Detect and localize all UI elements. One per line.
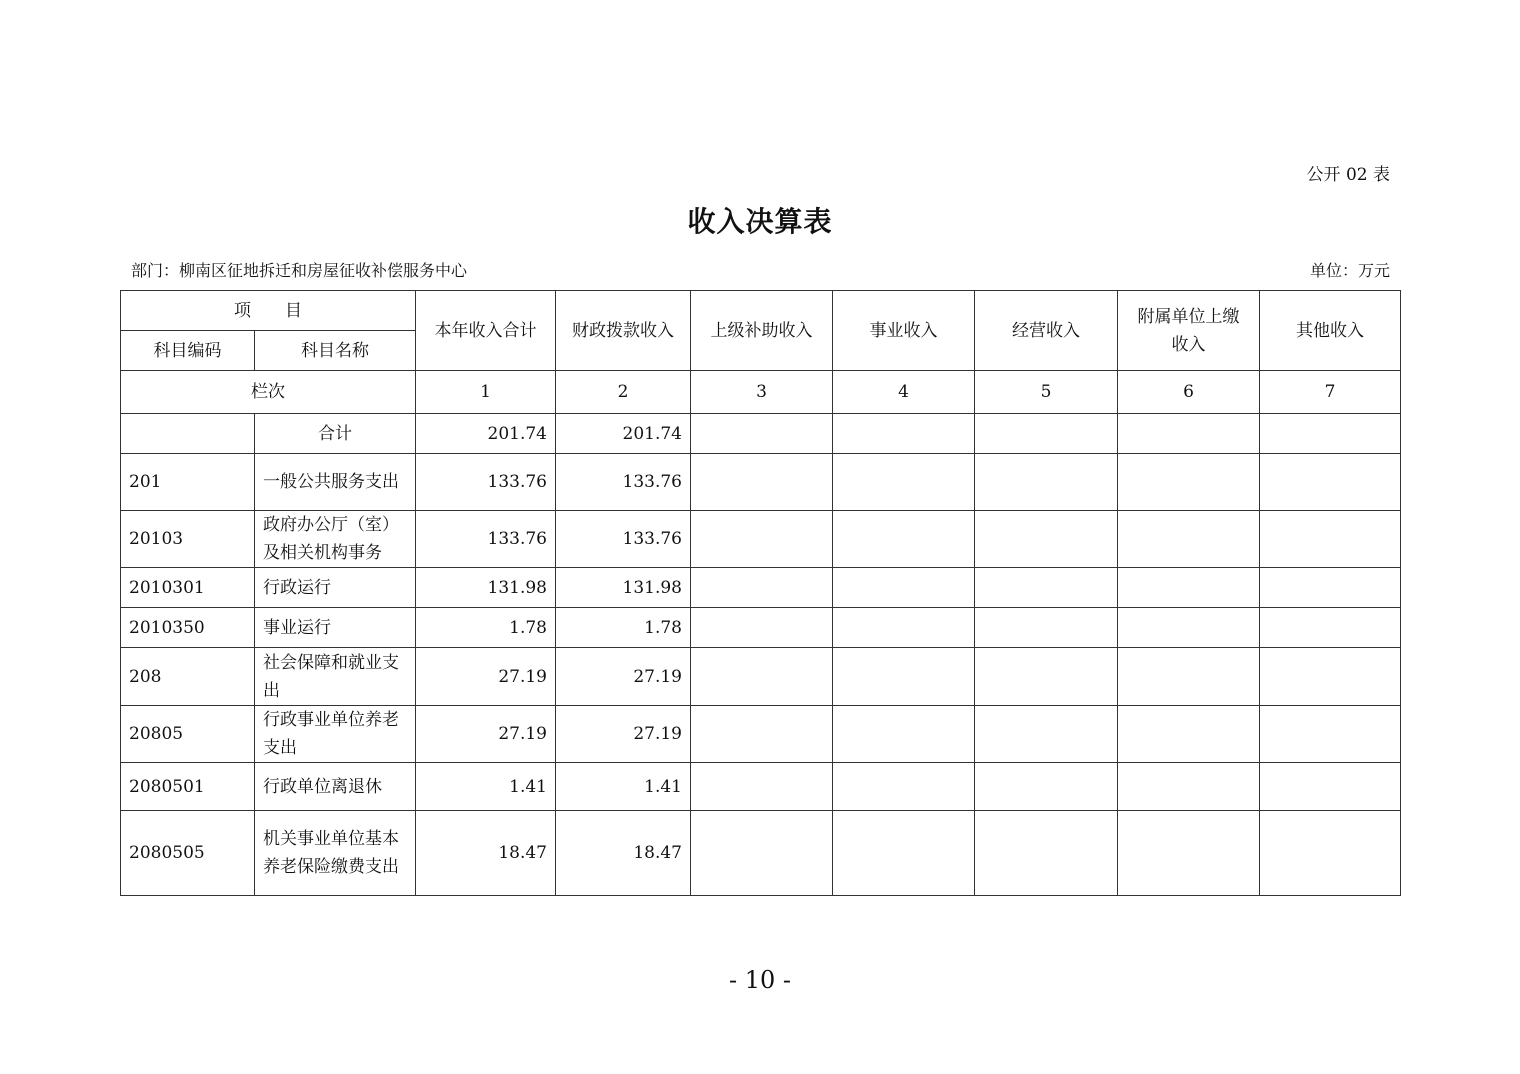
row-col6	[1118, 706, 1260, 763]
column-index-4: 4	[833, 371, 975, 414]
row-col6	[1118, 454, 1260, 511]
table-row	[121, 763, 1401, 811]
row-col4	[833, 568, 975, 608]
column-index-5: 5	[975, 371, 1118, 414]
total-col5	[975, 414, 1118, 454]
row-code: 20805	[121, 706, 255, 763]
header-col6-line1: 附属单位上缴	[1137, 306, 1240, 327]
row-name: 行政单位离退休	[255, 763, 416, 811]
row-col2: 18.47	[556, 811, 691, 896]
row-col6	[1118, 811, 1260, 896]
row-name: 行政事业单位养老支出	[255, 706, 416, 763]
row-col4	[833, 511, 975, 568]
row-code: 201	[121, 454, 255, 511]
row-col2: 133.76	[556, 454, 691, 511]
row-name: 事业运行	[255, 608, 416, 648]
row-col7	[1260, 763, 1401, 811]
total-label: 合计	[255, 414, 416, 454]
row-col5	[975, 608, 1118, 648]
row-col3	[691, 608, 833, 648]
row-col1: 27.19	[416, 648, 556, 706]
row-col2: 131.98	[556, 568, 691, 608]
row-col2: 133.76	[556, 511, 691, 568]
row-col5	[975, 648, 1118, 706]
row-col5	[975, 763, 1118, 811]
row-code: 20103	[121, 511, 255, 568]
row-col7	[1260, 454, 1401, 511]
row-col6	[1118, 763, 1260, 811]
row-col5	[975, 511, 1118, 568]
row-col7	[1260, 648, 1401, 706]
row-col3	[691, 648, 833, 706]
row-col3	[691, 811, 833, 896]
row-name: 政府办公厅（室）及相关机构事务	[255, 511, 416, 568]
row-col1: 1.78	[416, 608, 556, 648]
total-col1: 201.74	[416, 414, 556, 454]
header-col1: 本年收入合计	[416, 291, 556, 371]
row-col3	[691, 511, 833, 568]
row-col1: 133.76	[416, 511, 556, 568]
row-col1: 131.98	[416, 568, 556, 608]
row-code: 2010301	[121, 568, 255, 608]
row-col2: 1.41	[556, 763, 691, 811]
table-row	[121, 511, 1401, 568]
header-col7: 其他收入	[1260, 291, 1401, 371]
row-col3	[691, 454, 833, 511]
total-col7	[1260, 414, 1401, 454]
row-col3	[691, 568, 833, 608]
total-row	[121, 414, 1401, 454]
row-col1: 1.41	[416, 763, 556, 811]
row-code: 2080501	[121, 763, 255, 811]
table-row	[121, 608, 1401, 648]
row-col4	[833, 454, 975, 511]
column-index-label: 栏次	[121, 371, 416, 414]
page-title: 收入决算表	[687, 205, 833, 238]
row-col4	[833, 608, 975, 648]
header-col3: 上级补助收入	[691, 291, 833, 371]
form-number: 公开 02 表	[1306, 165, 1390, 185]
table-row	[121, 706, 1401, 763]
row-col1: 18.47	[416, 811, 556, 896]
header-project: 项 目	[121, 291, 416, 331]
department-label: 部门：柳南区征地拆迁和房屋征收补偿服务中心	[131, 261, 468, 280]
row-name: 行政运行	[255, 568, 416, 608]
column-index-3: 3	[691, 371, 833, 414]
table-row	[121, 568, 1401, 608]
table-row	[121, 648, 1401, 706]
row-col7	[1260, 568, 1401, 608]
header-col6-line2: 收入	[1171, 334, 1206, 355]
unit-label: 单位：万元	[1309, 261, 1390, 280]
row-col2: 27.19	[556, 706, 691, 763]
income-table	[120, 290, 1401, 896]
row-code: 208	[121, 648, 255, 706]
row-col7	[1260, 706, 1401, 763]
header-name: 科目名称	[255, 331, 416, 371]
header-col2: 财政拨款收入	[556, 291, 691, 371]
row-col5	[975, 811, 1118, 896]
row-name: 社会保障和就业支出	[255, 648, 416, 706]
row-code: 2080505	[121, 811, 255, 896]
header-col6	[1118, 291, 1260, 371]
column-index-6: 6	[1118, 371, 1260, 414]
row-col7	[1260, 511, 1401, 568]
total-col6	[1118, 414, 1260, 454]
table-row	[121, 811, 1401, 896]
row-col4	[833, 648, 975, 706]
header-row-1	[121, 291, 1401, 331]
table-row	[121, 454, 1401, 511]
row-col4	[833, 763, 975, 811]
header-code: 科目编码	[121, 331, 255, 371]
row-col7	[1260, 811, 1401, 896]
total-code	[121, 414, 255, 454]
row-col3	[691, 706, 833, 763]
row-col2: 27.19	[556, 648, 691, 706]
column-index-row	[121, 371, 1401, 414]
row-name: 机关事业单位基本养老保险缴费支出	[255, 811, 416, 896]
row-col4	[833, 811, 975, 896]
total-col4	[833, 414, 975, 454]
row-col6	[1118, 648, 1260, 706]
column-index-7: 7	[1260, 371, 1401, 414]
row-name: 一般公共服务支出	[255, 454, 416, 511]
header-col4: 事业收入	[833, 291, 975, 371]
row-col7	[1260, 608, 1401, 648]
row-code: 2010350	[121, 608, 255, 648]
row-col6	[1118, 511, 1260, 568]
column-index-1: 1	[416, 371, 556, 414]
row-col5	[975, 568, 1118, 608]
row-col4	[833, 706, 975, 763]
row-col2: 1.78	[556, 608, 691, 648]
row-col1: 133.76	[416, 454, 556, 511]
row-col6	[1118, 608, 1260, 648]
total-col3	[691, 414, 833, 454]
header-col5: 经营收入	[975, 291, 1118, 371]
row-col6	[1118, 568, 1260, 608]
total-col2: 201.74	[556, 414, 691, 454]
row-col5	[975, 454, 1118, 511]
row-col1: 27.19	[416, 706, 556, 763]
page-number: - 10 -	[728, 966, 791, 994]
column-index-2: 2	[556, 371, 691, 414]
row-col5	[975, 706, 1118, 763]
row-col3	[691, 763, 833, 811]
